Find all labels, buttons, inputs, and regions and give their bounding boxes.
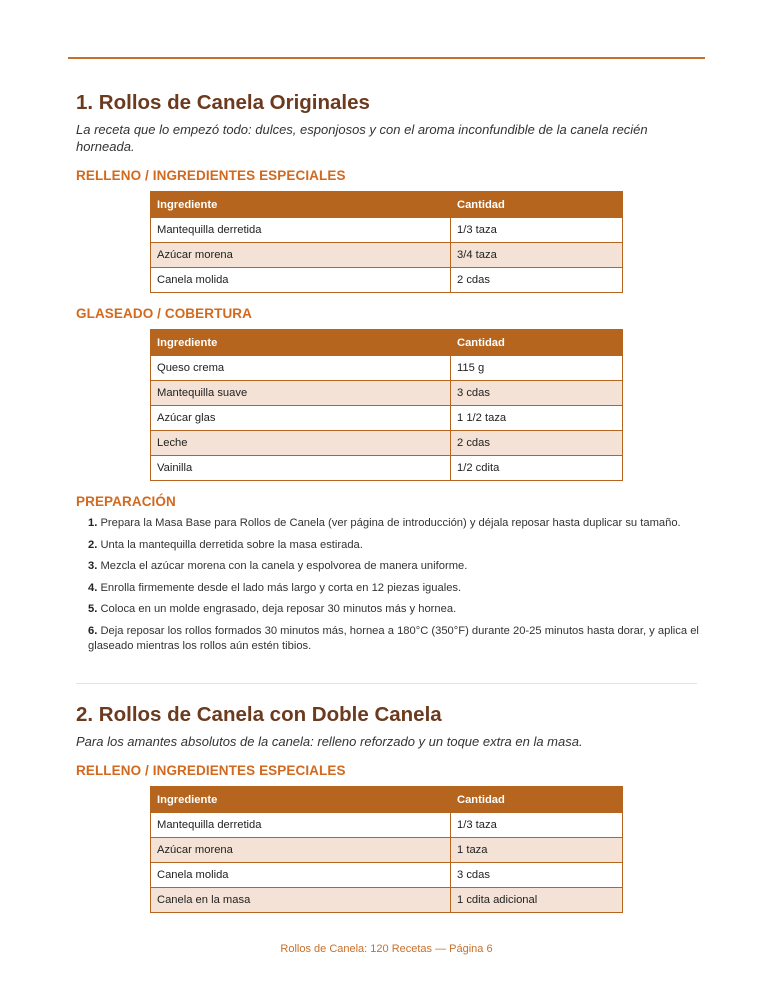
- ingredient-cell: Mantequilla suave: [151, 381, 451, 406]
- ingredient-cell: Azúcar glas: [151, 406, 451, 431]
- step-item: [88, 624, 700, 655]
- step-item: [88, 538, 700, 554]
- step-number: 6.: [88, 624, 98, 637]
- step-item: [88, 559, 700, 575]
- table-row: [151, 356, 623, 381]
- table-row: [151, 218, 623, 243]
- glaze-heading: GLASEADO / COBERTURA: [76, 306, 253, 321]
- ingredient-cell: Azúcar morena: [151, 243, 451, 268]
- quantity-cell: 2 cdas: [451, 268, 623, 293]
- ingredient-cell: Mantequilla derretida: [151, 218, 451, 243]
- quantity-cell: 1/2 cdita: [451, 456, 623, 481]
- table-row: [151, 888, 623, 913]
- table-header-row: [151, 330, 623, 356]
- quantity-cell: 1/3 taza: [451, 813, 623, 838]
- recipe-intro: La receta que lo empezó todo: dulces, esponjosos y con el aroma inconfundible de la canela recién horneada.: [76, 122, 648, 154]
- ingredient-cell: Queso crema: [151, 356, 451, 381]
- table-row: [151, 381, 623, 406]
- column-header: Ingrediente: [151, 787, 451, 813]
- column-header: Cantidad: [451, 330, 623, 356]
- quantity-cell: 3 cdas: [451, 381, 623, 406]
- column-header: Cantidad: [451, 787, 623, 813]
- ingredient-cell: Canela molida: [151, 863, 451, 888]
- quantity-cell: 1 cdita adicional: [451, 888, 623, 913]
- table-row: [151, 838, 623, 863]
- quantity-cell: 2 cdas: [451, 431, 623, 456]
- quantity-cell: 3 cdas: [451, 863, 623, 888]
- step-number: 3.: [88, 560, 98, 572]
- filling-table: [150, 786, 623, 913]
- recipe-2: [76, 702, 700, 913]
- table-row: [151, 268, 623, 293]
- quantity-cell: 1 1/2 taza: [451, 406, 623, 431]
- column-header: Ingrediente: [151, 192, 451, 218]
- quantity-cell: 1/3 taza: [451, 218, 623, 243]
- step-text: Unta la mantequilla derretida sobre la masa estirada.: [100, 538, 363, 551]
- filling-heading: RELLENO / INGREDIENTES ESPECIALES: [76, 763, 346, 778]
- table-row: [151, 243, 623, 268]
- recipe-intro: Para los amantes absolutos de la canela: relleno reforzado y un toque extra en la masa.: [76, 734, 583, 749]
- step-number: 2.: [88, 538, 98, 551]
- step-item: [88, 602, 700, 618]
- ingredient-cell: Mantequilla derretida: [151, 813, 451, 838]
- ingredient-cell: Canela en la masa: [151, 888, 451, 913]
- table-row: [151, 431, 623, 456]
- quantity-cell: 1 taza: [451, 838, 623, 863]
- preparation-heading: PREPARACIÓN: [76, 494, 176, 509]
- recipe-1: [76, 90, 700, 661]
- preparation-steps: [76, 516, 700, 655]
- table-header-row: [151, 787, 623, 813]
- step-number: 4.: [88, 581, 98, 594]
- step-text: Enrolla firmemente desde el lado más largo y corta en 12 piezas iguales.: [100, 581, 462, 594]
- filling-table: [150, 191, 623, 293]
- column-header: Cantidad: [451, 192, 623, 218]
- step-text: Prepara la Masa Base para Rollos de Canela (ver página de introducción) y déjala reposar hasta duplicar su tamaño.: [100, 517, 681, 529]
- ingredient-cell: Vainilla: [151, 456, 451, 481]
- recipe-title: 2. Rollos de Canela con Doble Canela: [76, 703, 442, 726]
- top-rule: [68, 57, 705, 59]
- step-number: 1.: [88, 517, 98, 529]
- step-number: 5.: [88, 603, 98, 615]
- filling-heading: RELLENO / INGREDIENTES ESPECIALES: [76, 168, 346, 183]
- glaze-table: [150, 329, 623, 481]
- quantity-cell: 115 g: [451, 356, 623, 381]
- recipe-title: 1. Rollos de Canela Originales: [76, 91, 370, 114]
- recipe-divider: [76, 683, 697, 684]
- ingredient-cell: Leche: [151, 431, 451, 456]
- step-text: Coloca en un molde engrasado, deja reposar 30 minutos más y hornea.: [100, 603, 457, 615]
- table-row: [151, 406, 623, 431]
- table-header-row: [151, 192, 623, 218]
- step-item: [88, 581, 700, 597]
- step-item: [88, 516, 700, 532]
- ingredient-cell: Canela molida: [151, 268, 451, 293]
- quantity-cell: 3/4 taza: [451, 243, 623, 268]
- step-text: Mezcla el azúcar morena con la canela y espolvorea de manera uniforme.: [100, 560, 468, 572]
- page-footer: Rollos de Canela: 120 Recetas — Página 6: [280, 943, 493, 955]
- column-header: Ingrediente: [151, 330, 451, 356]
- table-row: [151, 813, 623, 838]
- table-row: [151, 863, 623, 888]
- step-text: Deja reposar los rollos formados 30 minutos más, hornea a 180°C (350°F) durante 20-25 minutos hasta dorar, y aplica el glaseado mientras los rollos aún estén tibios.: [88, 624, 699, 652]
- table-row: [151, 456, 623, 481]
- ingredient-cell: Azúcar morena: [151, 838, 451, 863]
